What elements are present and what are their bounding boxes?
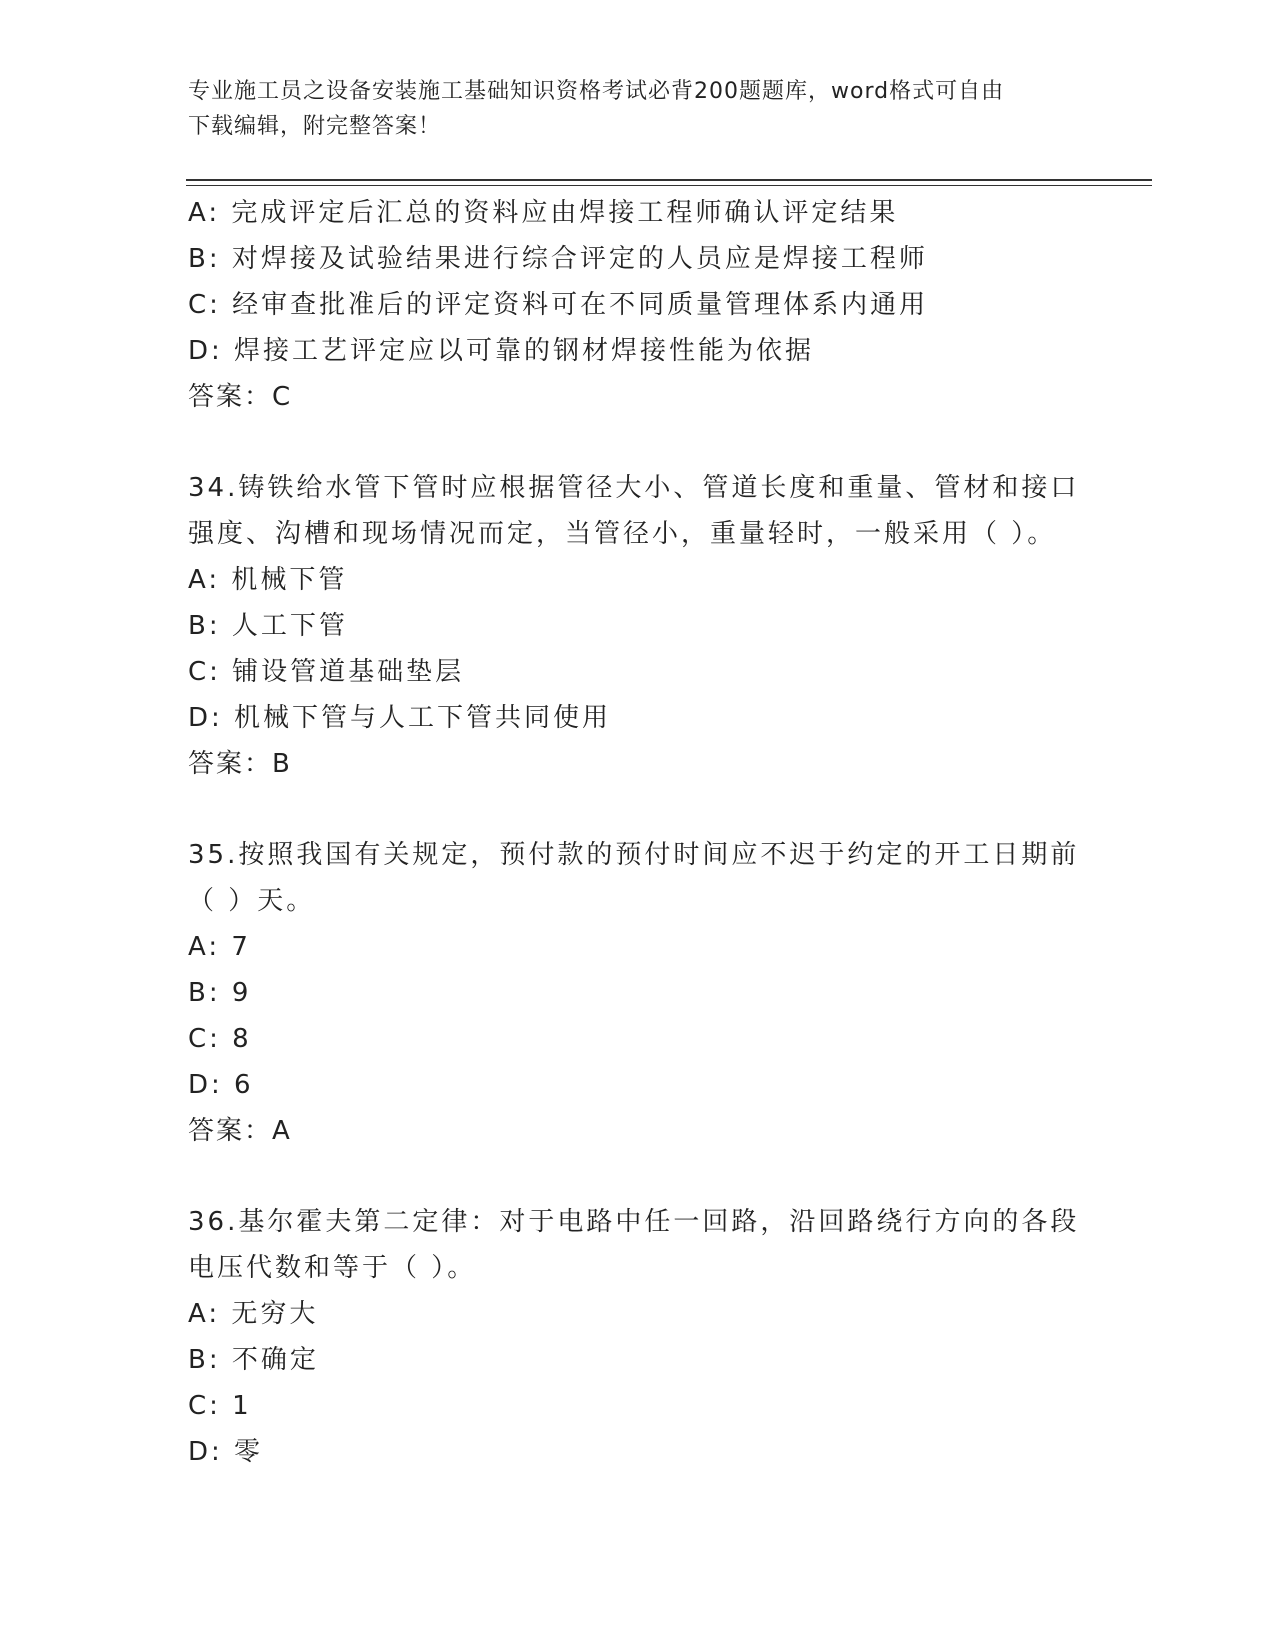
question-stem-line-1: 34.铸铁给水管下管时应根据管径大小、管道长度和重量、管材和接口 — [188, 473, 1080, 503]
question-stem-line-1: 36.基尔霍夫第二定律：对于电路中任一回路，沿回路绕行方向的各段 — [188, 1207, 1080, 1237]
question-stem-line-2: 电压代数和等于（ ）。 — [188, 1253, 477, 1283]
option-a: A: 无穷大 — [188, 1299, 319, 1329]
option-d: D: 焊接工艺评定应以可靠的钢材焊接性能为依据 — [188, 336, 815, 366]
question-stem-line-1: 35.按照我国有关规定，预付款的预付时间应不迟于约定的开工日期前 — [188, 840, 1080, 870]
spacer — [188, 1154, 1088, 1199]
question-stem-line-2: 强度、沟槽和现场情况而定，当管径小，重量轻时，一般采用（ ）。 — [188, 519, 1057, 549]
option-b: B: 9 — [188, 978, 252, 1008]
option-b: B: 不确定 — [188, 1345, 319, 1375]
option-c: C: 8 — [188, 1024, 252, 1054]
option-b: B: 人工下管 — [188, 611, 348, 641]
question-list — [188, 190, 1088, 1475]
option-d: D: 机械下管与人工下管共同使用 — [188, 703, 612, 733]
header-line-2: 下载编辑，附完整答案！ — [188, 114, 442, 139]
option-b: B: 对焊接及试验结果进行综合评定的人员应是焊接工程师 — [188, 244, 928, 274]
option-d: D: 6 — [188, 1070, 254, 1100]
answer-label: 答案：C — [188, 382, 293, 412]
option-a: A: 7 — [188, 932, 251, 962]
document-header — [188, 74, 1088, 144]
option-a: A: 完成评定后汇总的资料应由焊接工程师确认评定结果 — [188, 198, 899, 228]
spacer — [188, 787, 1088, 832]
answer-label: 答案：B — [188, 749, 292, 779]
header-divider-thick — [186, 179, 1152, 181]
option-d: D: 零 — [188, 1437, 264, 1467]
option-c: C: 铺设管道基础垫层 — [188, 657, 465, 687]
question-block-36 — [188, 1199, 1088, 1475]
header-line-1: 专业施工员之设备安装施工基础知识资格考试必背200题题库，word格式可自由 — [188, 79, 1005, 104]
option-a: A: 机械下管 — [188, 565, 348, 595]
question-block-33 — [188, 190, 1088, 420]
header-divider-thin — [186, 185, 1152, 186]
option-c: C: 经审查批准后的评定资料可在不同质量管理体系内通用 — [188, 290, 929, 320]
question-block-34 — [188, 465, 1088, 787]
option-c: C: 1 — [188, 1391, 252, 1421]
answer-label: 答案：A — [188, 1116, 292, 1146]
question-stem-line-2: （ ）天。 — [188, 886, 316, 916]
spacer — [188, 420, 1088, 465]
question-block-35 — [188, 832, 1088, 1154]
